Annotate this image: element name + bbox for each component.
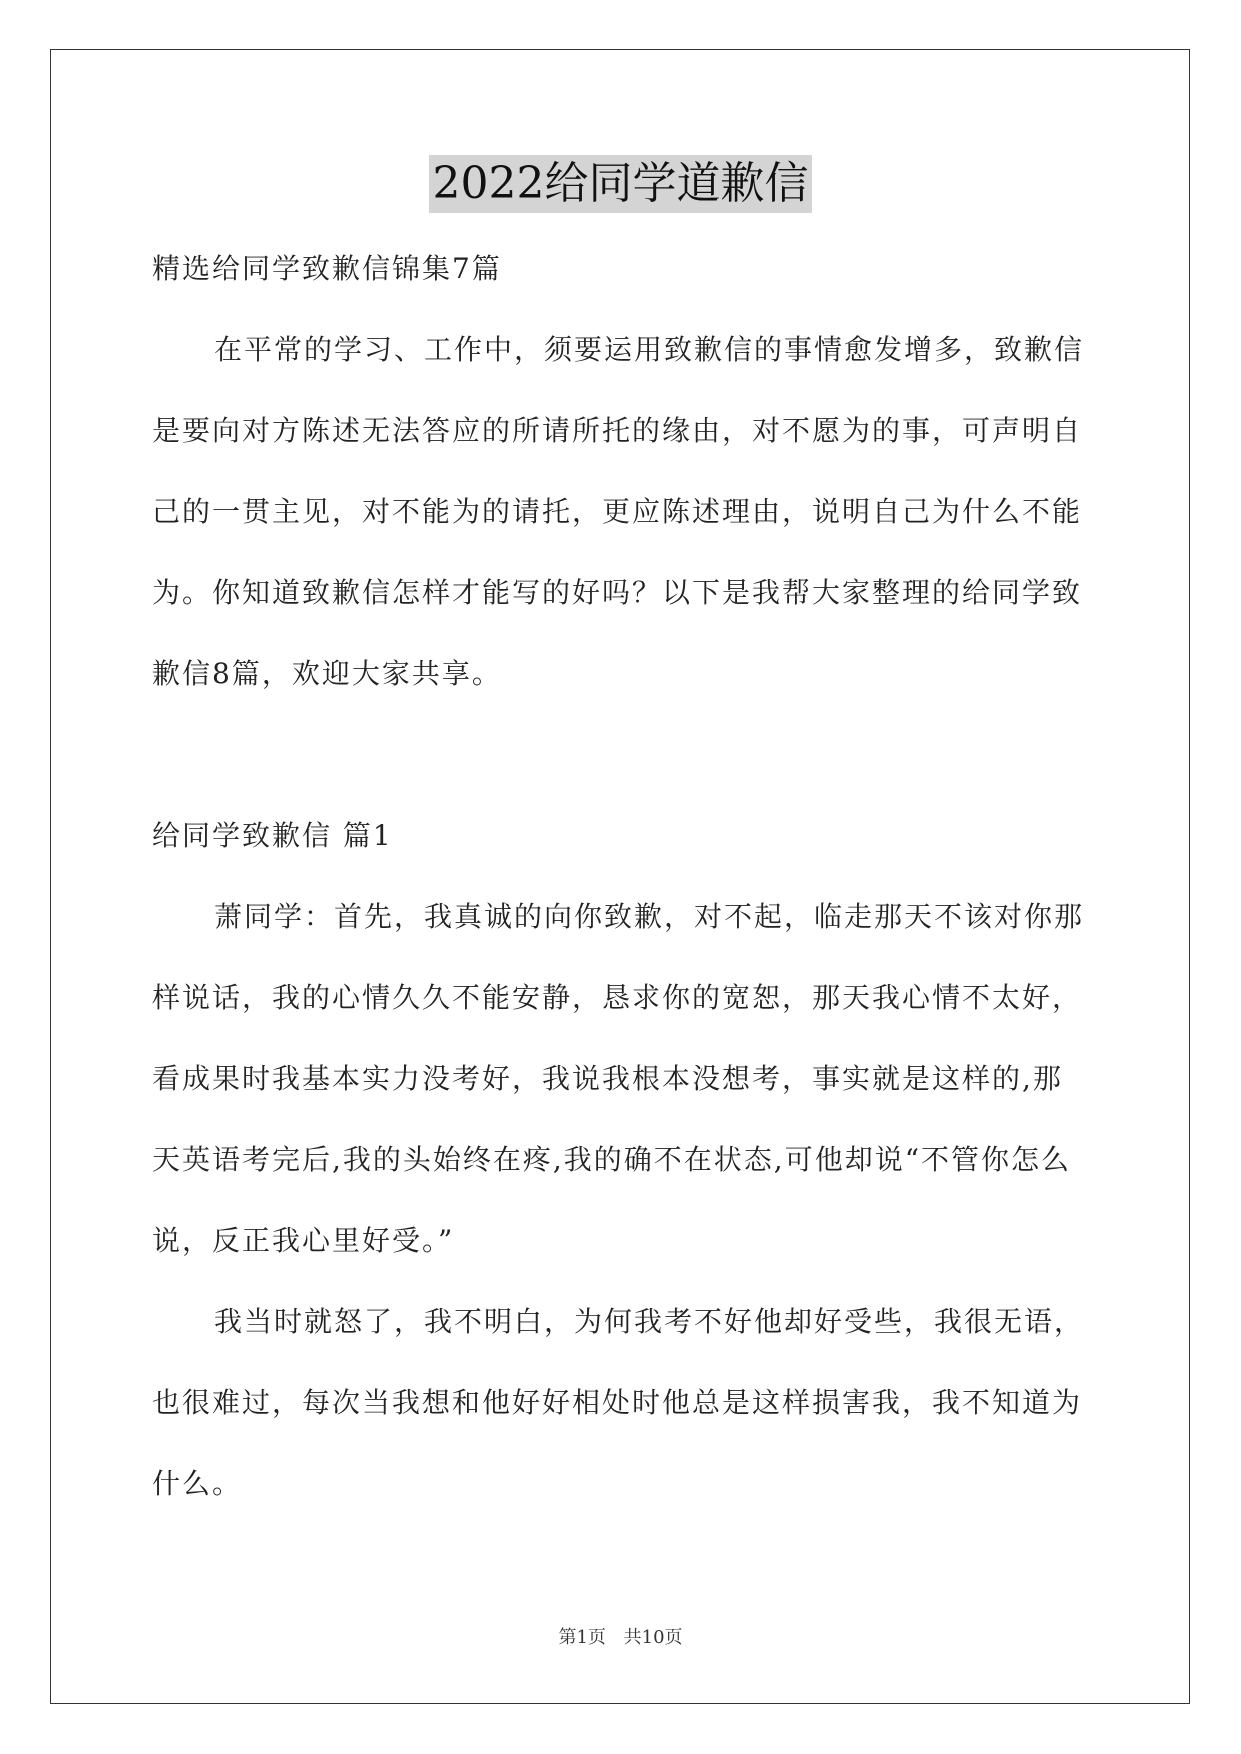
letter-paragraph-1: 萧同学：首先，我真诚的向你致歉，对不起，临走那天不该对你那样说话，我的心情久久不能安静，恳求你的宽恕，那天我心情不太好，看成果时我基本实力没考好，我说我根本没想考，事实就是这样的,那天英语考完后,我的头始终在疼,我的确不在状态,可他却说“不管你怎么说，反正我心里好受。”	[152, 900, 1085, 1257]
title-container	[0, 155, 1241, 213]
page-total: 共10页	[623, 1627, 683, 1648]
page-number: 第1页	[558, 1627, 606, 1648]
section-title: 给同学致歉信 篇1	[152, 819, 393, 852]
document-title: 2022给同学道歉信	[429, 155, 813, 213]
document-body	[152, 228, 1092, 1524]
letter-paragraph-2: 我当时就怒了，我不明白，为何我考不好他却好受些，我很无语，也很难过，每次当我想和他好好相处时他总是这样损害我，我不知道为什么。	[152, 1305, 1085, 1500]
document-subtitle: 精选给同学致歉信锦集7篇	[152, 252, 502, 285]
page-footer	[0, 1623, 1241, 1649]
intro-paragraph: 在平常的学习、工作中，须要运用致歉信的事情愈发增多，致歉信是要向对方陈述无法答应的所请所托的缘由，对不愿为的事，可声明自己的一贯主见，对不能为的请托，更应陈述理由，说明自己为什么不能为。你知道致歉信怎样才能写的好吗？以下是我帮大家整理的给同学致歉信8篇，欢迎大家共享。	[152, 333, 1085, 690]
